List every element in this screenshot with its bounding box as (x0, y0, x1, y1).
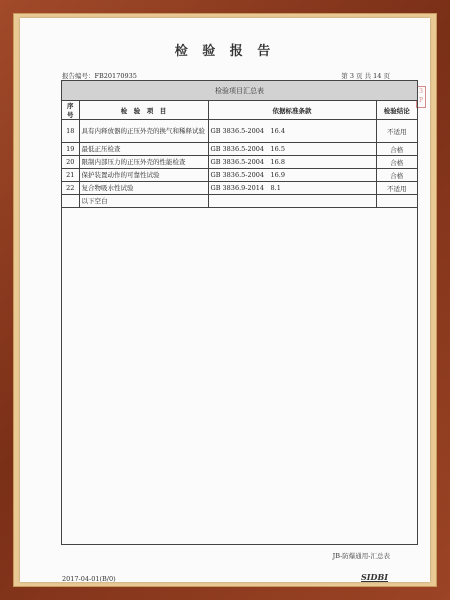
form-code: JB-防爆通用-汇总表 (332, 552, 390, 560)
row-item: 具有内释放器的正压外壳的换气和稀释试验 (79, 120, 208, 143)
report-number: 报告编号：FB20170935 (62, 72, 137, 80)
report-title: 检 验 报 告 (174, 44, 276, 59)
inspection-items-table (62, 101, 417, 208)
standard-clause: 16.5 (270, 145, 285, 153)
header-result: 检验结论 (376, 101, 417, 120)
table-row (62, 195, 417, 208)
row-result: 合格 (376, 143, 417, 156)
header-standard: 依据标准条款 (208, 101, 376, 120)
standard-clause: 8.1 (270, 184, 281, 192)
row-no: 21 (62, 169, 79, 182)
row-item: 限制内部压力的正压外壳的性能检查 (79, 156, 208, 169)
table-row (62, 120, 417, 143)
row-item: 最低正压检查 (79, 143, 208, 156)
table-row (62, 143, 417, 156)
standard-clause: 16.9 (270, 171, 285, 179)
page-indicator: 第 3 页 共 14 页 (341, 72, 390, 80)
row-no: 20 (62, 156, 79, 169)
table-row (62, 182, 417, 195)
row-result (376, 195, 417, 208)
standard-clause: 16.4 (270, 127, 285, 135)
table-row (62, 156, 417, 169)
standard-clause: 16.8 (270, 158, 285, 166)
row-result: 不适用 (376, 182, 417, 195)
row-item: 保护装置动作的可靠性试验 (79, 169, 208, 182)
form-date: 2017-04-01(B/0) (62, 575, 116, 583)
row-no: 22 (62, 182, 79, 195)
standard-code: GB 3836.5-2004 (210, 171, 265, 179)
row-standard (208, 156, 376, 169)
standard-code: GB 3836.5-2004 (210, 158, 265, 166)
standard-code: GB 3836.9-2014 (210, 184, 265, 192)
header-item: 检 验 项 目 (79, 101, 208, 120)
standard-code: GB 3836.5-2004 (210, 145, 265, 153)
table-caption: 检验项目汇总表 (62, 81, 417, 101)
row-standard (208, 143, 376, 156)
row-result: 合格 (376, 169, 417, 182)
row-no: 18 (62, 120, 79, 143)
report-page (20, 18, 430, 582)
standard-code: GB 3836.5-2004 (210, 127, 265, 135)
issuer-logo: SIDBI (361, 572, 388, 582)
header-no: 序号 (62, 101, 79, 120)
seal-stamp: 3 P (416, 86, 426, 108)
row-result: 不适用 (376, 120, 417, 143)
table-header-row (62, 101, 417, 120)
row-standard (208, 169, 376, 182)
table-row (62, 169, 417, 182)
row-item: 以下空白 (79, 195, 208, 208)
row-no (62, 195, 79, 208)
row-standard (208, 195, 376, 208)
row-standard (208, 120, 376, 143)
row-standard (208, 182, 376, 195)
row-result: 合格 (376, 156, 417, 169)
summary-table-box (61, 80, 418, 545)
row-no: 19 (62, 143, 79, 156)
row-item: 复合物吸水性试验 (79, 182, 208, 195)
